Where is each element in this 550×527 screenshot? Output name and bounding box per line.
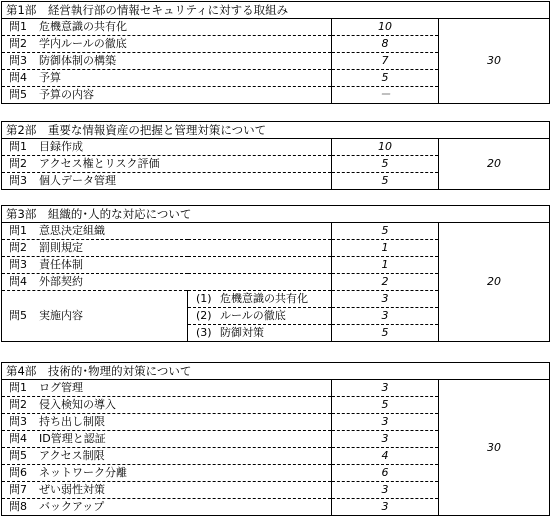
question-label: 問1 危機意識の共有化 — [2, 19, 332, 36]
question-label: 問2 学内ルールの徹底 — [2, 36, 332, 53]
section-total: 30 — [439, 380, 550, 516]
question-label: 問3 持ち出し制限 — [2, 414, 332, 431]
score-cell: 4 — [332, 448, 439, 465]
section-3-table — [1, 205, 550, 342]
score-cell: 2 — [332, 274, 439, 291]
score-cell: 10 — [332, 139, 439, 156]
section-total: 20 — [439, 139, 550, 190]
score-cell: 6 — [332, 465, 439, 482]
question-label: 問4 外部契約 — [2, 274, 332, 291]
question-label: 問1 目録作成 — [2, 139, 332, 156]
question-label: 問3 防御体制の構築 — [2, 53, 332, 70]
section-2-table — [1, 121, 550, 190]
question-label: 問5 実施内容 — [2, 291, 188, 342]
score-cell: 3 — [332, 431, 439, 448]
score-cell: 1 — [332, 257, 439, 274]
score-cell: 3 — [332, 380, 439, 397]
sub-question-label: (2) ルールの徹底 — [188, 308, 332, 325]
question-label: 問5 アクセス制限 — [2, 448, 332, 465]
table-row — [2, 223, 550, 240]
section-1-table — [1, 1, 550, 104]
question-label: 問2 罰則規定 — [2, 240, 332, 257]
score-cell: 7 — [332, 53, 439, 70]
question-label: 問2 アクセス権とリスク評価 — [2, 156, 332, 173]
section-total: 30 — [439, 19, 550, 104]
score-cell: 5 — [332, 70, 439, 87]
section-4-table — [1, 362, 550, 516]
score-cell: 3 — [332, 291, 439, 308]
question-label: 問8 バックアップ — [2, 499, 332, 516]
question-label: 問6 ネットワーク分離 — [2, 465, 332, 482]
question-label: 問1 意思決定組織 — [2, 223, 332, 240]
question-label: 問3 責任体制 — [2, 257, 332, 274]
section-header: 第4部 技術的･物理的対策について — [2, 363, 550, 380]
score-cell: 5 — [332, 223, 439, 240]
table-row — [2, 139, 550, 156]
score-cell: 5 — [332, 173, 439, 190]
score-cell: 5 — [332, 325, 439, 342]
table-row — [2, 380, 550, 397]
score-cell: 3 — [332, 308, 439, 325]
table-row — [2, 19, 550, 36]
question-label: 問3 個人データ管理 — [2, 173, 332, 190]
sub-question-label: (1) 危機意識の共有化 — [188, 291, 332, 308]
score-cell: － — [332, 87, 439, 104]
score-cell: 3 — [332, 482, 439, 499]
score-cell: 3 — [332, 499, 439, 516]
question-label: 問5 予算の内容 — [2, 87, 332, 104]
section-header: 第2部 重要な情報資産の把握と管理対策について — [2, 122, 550, 139]
score-cell: 5 — [332, 397, 439, 414]
section-header: 第3部 組織的･人的な対応について — [2, 206, 550, 223]
question-label: 問7 ぜい弱性対策 — [2, 482, 332, 499]
question-label: 問1 ログ管理 — [2, 380, 332, 397]
score-cell: 8 — [332, 36, 439, 53]
section-total: 20 — [439, 223, 550, 342]
question-label: 問4 ID管理と認証 — [2, 431, 332, 448]
score-cell: 1 — [332, 240, 439, 257]
section-header: 第1部 経営執行部の情報セキュリティに対する取組み — [2, 2, 550, 19]
sub-question-label: (3) 防御対策 — [188, 325, 332, 342]
score-cell: 10 — [332, 19, 439, 36]
question-label: 問2 侵入検知の導入 — [2, 397, 332, 414]
question-label: 問4 予算 — [2, 70, 332, 87]
score-cell: 3 — [332, 414, 439, 431]
score-cell: 5 — [332, 156, 439, 173]
